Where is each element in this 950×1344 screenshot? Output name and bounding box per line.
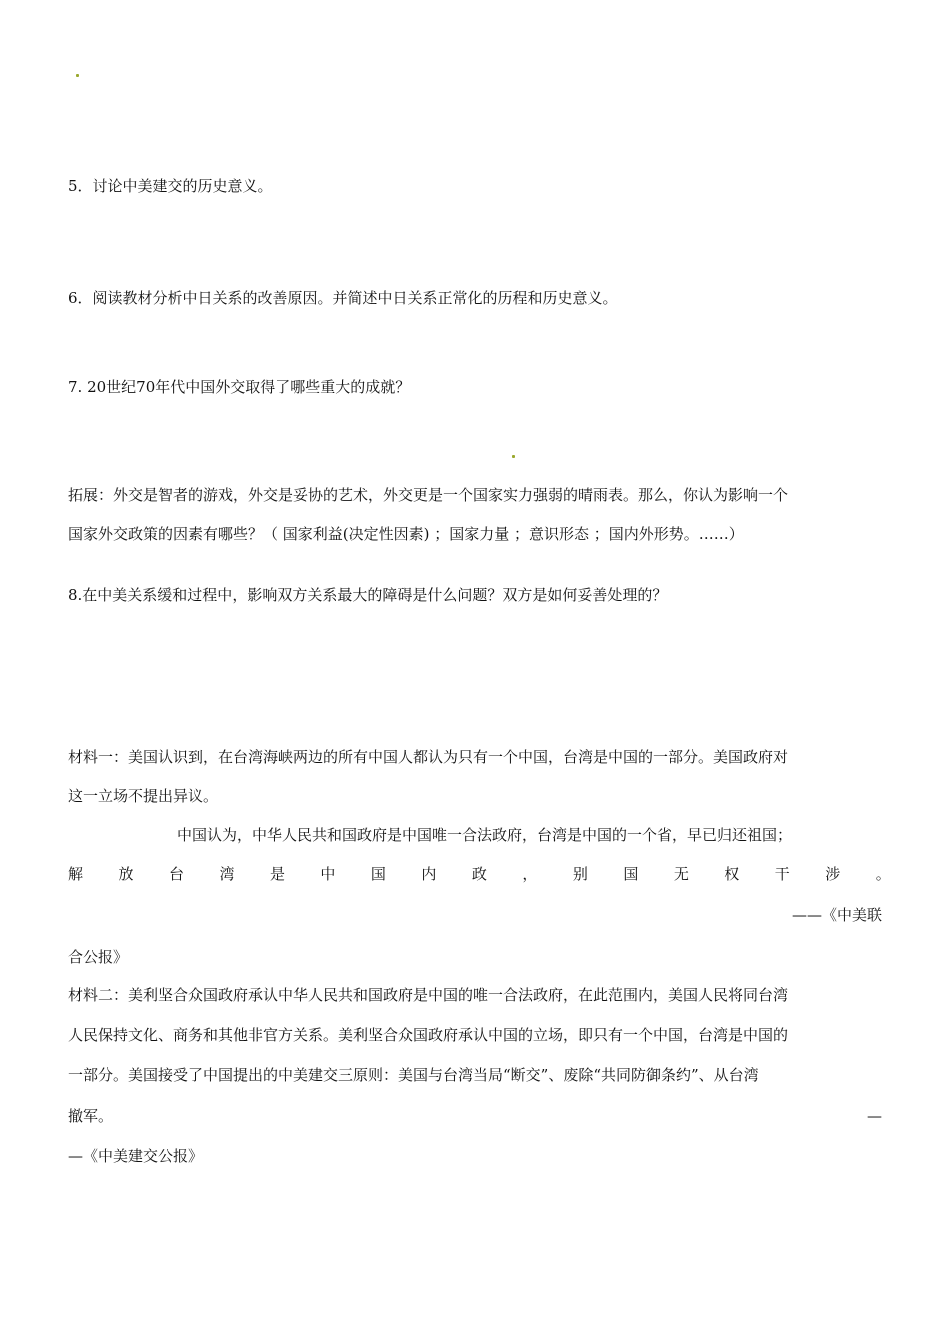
char: 放	[118, 865, 134, 883]
char: 涉	[825, 865, 841, 883]
material1-source: ——《中美联	[791, 906, 882, 924]
material1-source-cont: 合公报》	[68, 948, 129, 966]
char: 中	[320, 865, 336, 883]
material2-source-dash: —	[867, 1107, 882, 1125]
material2-line-1: 材料二：美利坚合众国政府承认中华人民共和国政府是中国的唯一合法政府，在此范围内，美国人民将同台湾	[68, 986, 789, 1004]
char: 权	[724, 865, 740, 883]
material2-line-2: 人民保持文化、商务和其他非官方关系。美利坚合众国政府承认中国的立场，即只有一个中国，台湾是中国的	[68, 1026, 789, 1044]
question-5: 5．讨论中美建交的历史意义。	[68, 177, 273, 195]
char: 湾	[219, 865, 235, 883]
material2-line-3: 一部分。美国接受了中国提出的中美建交三原则：美国与台湾当局“断交”、废除“共同防御条约”、从台湾	[68, 1066, 759, 1084]
material2-line-4: 撤军。	[68, 1107, 114, 1125]
expand-line-1: 拓展：外交是智者的游戏，外交是妥协的艺术，外交更是一个国家实力强弱的晴雨表。那么，你认为影响一个	[68, 486, 789, 504]
decorative-dot	[76, 74, 79, 77]
question-8: 8.在中美关系缓和过程中，影响双方关系最大的障碍是什么问题？双方是如何妥善处理的？	[68, 586, 668, 604]
material1-line-1: 材料一：美国认识到，在台湾海峡两边的所有中国人都认为只有一个中国，台湾是中国的一部分。美国政府对	[68, 748, 789, 766]
char: 无	[673, 865, 689, 883]
char: 内	[421, 865, 437, 883]
material1-line-2: 这一立场不提出异议。	[68, 787, 219, 805]
char: 国	[623, 865, 639, 883]
char: 别	[572, 865, 588, 883]
char: ，	[522, 865, 538, 883]
question-7: 7. 20世纪70年代中国外交取得了哪些重大的成就？	[68, 378, 411, 396]
char: 。	[875, 865, 891, 883]
char: 解	[68, 865, 84, 883]
char: 政	[471, 865, 487, 883]
decorative-dot	[512, 455, 515, 458]
char: 是	[269, 865, 285, 883]
char: 干	[774, 865, 790, 883]
material1-line-3: 中国认为，中华人民共和国政府是中国唯一合法政府，台湾是中国的一个省，早已归还祖国；	[177, 826, 793, 844]
material2-source: —《中美建交公报》	[68, 1147, 204, 1165]
expand-line-2: 国家外交政策的因素有哪些？（ 国家利益(决定性因素) ；国家力量 ；意识形态 ；国内外形势。……）	[68, 525, 744, 543]
question-6: 6．阅读教材分析中日关系的改善原因。并简述中日关系正常化的历程和历史意义。	[68, 289, 618, 307]
char: 台	[168, 865, 184, 883]
material1-line-4	[68, 863, 891, 885]
char: 国	[370, 865, 386, 883]
